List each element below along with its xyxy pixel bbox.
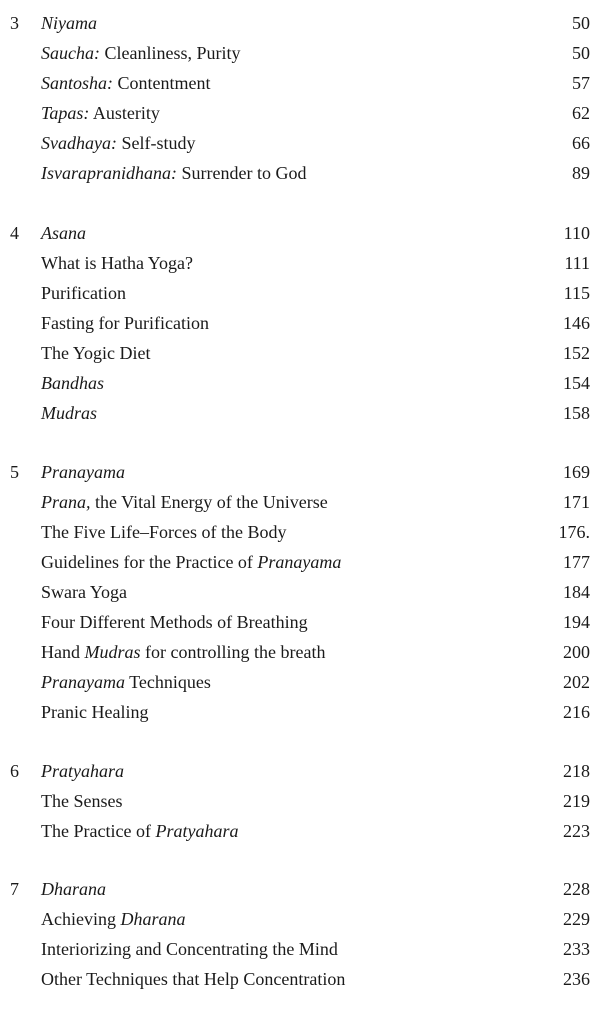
chapter-number: 4 <box>10 223 19 243</box>
toc-entry <box>0 964 600 994</box>
entry-title-text: Cleanliness, Purity <box>99 43 241 63</box>
page-number: 194 <box>563 612 590 632</box>
entry-title: Other Techniques that Help Concentration <box>41 969 346 989</box>
entry-title-italic: Isvarapranidhana: <box>41 163 177 183</box>
entry-title <box>41 487 328 517</box>
entry-title-italic: Pranayama <box>257 552 342 572</box>
page-number: 89 <box>572 163 590 183</box>
toc-entry <box>0 637 600 667</box>
chapter-6 <box>0 756 600 846</box>
entry-title <box>41 637 325 667</box>
entry-title: Swara Yoga <box>41 582 128 602</box>
entry-title: The Yogic Diet <box>41 343 151 363</box>
entry-title-italic: Tapas: <box>41 103 90 123</box>
chapter-title: Asana <box>41 223 86 243</box>
entry-title-text: Surrender to God <box>177 163 307 183</box>
page-number: 184 <box>563 582 590 602</box>
entry-title-text: The Practice of <box>41 821 156 841</box>
entry-title-text: Achieving <box>41 909 121 929</box>
entry-title <box>41 98 160 128</box>
chapter-5 <box>0 457 600 727</box>
toc-entry <box>0 368 600 398</box>
chapter-3 <box>0 8 600 188</box>
chapter-number: 5 <box>10 462 19 482</box>
chapter-heading <box>0 756 600 786</box>
entry-title-italic: Santosha: <box>41 73 113 93</box>
page-number: 171 <box>563 492 590 512</box>
entry-title-text: the Vital Energy of the Universe <box>90 492 328 512</box>
page-number: 115 <box>563 283 590 303</box>
chapter-number: 6 <box>10 761 19 781</box>
entry-title-text-after: for controlling the breath <box>140 642 326 662</box>
toc-entry <box>0 667 600 697</box>
page-number: 218 <box>563 761 590 781</box>
toc-entry <box>0 517 600 547</box>
chapter-title: Pranayama <box>41 462 125 482</box>
entry-title: Pranic Healing <box>41 702 149 722</box>
entry-title-text: Guidelines for the Practice of <box>41 552 258 572</box>
chapter-heading <box>0 8 600 38</box>
page-number: 233 <box>563 939 590 959</box>
page-number: 110 <box>563 223 590 243</box>
toc-entry <box>0 38 600 68</box>
page-number: 154 <box>563 373 590 393</box>
entry-title <box>41 158 306 188</box>
entry-title-italic: Prana, <box>41 492 91 512</box>
page-number: 228 <box>563 879 590 899</box>
entry-title-text: Austerity <box>89 103 160 123</box>
entry-title: The Senses <box>41 791 123 811</box>
toc-entry <box>0 816 600 846</box>
entry-title <box>41 547 341 577</box>
toc-entry <box>0 786 600 816</box>
entry-title-italic: Mudras <box>84 642 141 662</box>
toc-entry <box>0 607 600 637</box>
page-number: 229 <box>563 909 590 929</box>
entry-title: Interiorizing and Concentrating the Mind <box>41 939 338 959</box>
page-number: 62 <box>572 103 590 123</box>
page-number: 200 <box>563 642 590 662</box>
page-number: 152 <box>563 343 590 363</box>
chapter-number: 7 <box>10 879 19 899</box>
page-number: 169 <box>563 462 590 482</box>
toc-entry <box>0 547 600 577</box>
entry-title-italic: Dharana <box>120 909 186 929</box>
page-number: 223 <box>563 821 590 841</box>
entry-title: Four Different Methods of Breathing <box>41 612 308 632</box>
toc-entry <box>0 248 600 278</box>
entry-title: Bandhas <box>41 373 104 393</box>
chapter-title: Niyama <box>41 13 97 33</box>
toc-entry <box>0 158 600 188</box>
toc-entry <box>0 398 600 428</box>
chapter-heading <box>0 457 600 487</box>
toc-entry <box>0 577 600 607</box>
entry-title <box>41 816 238 846</box>
entry-title-italic: Pranayama <box>41 672 125 692</box>
toc-entry <box>0 487 600 517</box>
entry-title <box>41 68 211 98</box>
entry-title-italic: Saucha: <box>41 43 100 63</box>
entry-title <box>41 667 211 697</box>
toc-entry <box>0 697 600 727</box>
entry-title-text: Contentment <box>113 73 211 93</box>
entry-title <box>41 904 186 934</box>
page-number: 57 <box>572 73 590 93</box>
entry-title: Mudras <box>41 403 98 423</box>
chapter-4 <box>0 218 600 428</box>
page-number: 202 <box>563 672 590 692</box>
toc-entry <box>0 934 600 964</box>
chapter-7 <box>0 874 600 994</box>
page-number: 216 <box>563 702 590 722</box>
page-number: 66 <box>572 133 590 153</box>
entry-title: What is Hatha Yoga? <box>41 253 193 273</box>
page-number: 111 <box>564 253 590 273</box>
toc-entry <box>0 68 600 98</box>
entry-title: The Five Life–Forces of the Body <box>41 522 287 542</box>
page-number: 158 <box>563 403 590 423</box>
entry-title-text: Techniques <box>125 672 211 692</box>
entry-title-text: Self-study <box>116 133 196 153</box>
page-number: 219 <box>563 791 590 811</box>
toc-entry <box>0 278 600 308</box>
entry-title: Fasting for Purification <box>41 313 209 333</box>
page-number: 146 <box>563 313 590 333</box>
page-number: 236 <box>563 969 590 989</box>
page-number: 177 <box>563 552 590 572</box>
toc-entry <box>0 308 600 338</box>
entry-title <box>41 128 195 158</box>
toc-entry <box>0 98 600 128</box>
entry-title <box>41 38 240 68</box>
toc-entry <box>0 128 600 158</box>
entry-title: Purification <box>41 283 126 303</box>
entry-title-italic: Pratyahara <box>155 821 239 841</box>
entry-title-text: Hand <box>41 642 85 662</box>
toc-entry <box>0 338 600 368</box>
page-number: 176. <box>558 522 590 542</box>
toc-entry <box>0 904 600 934</box>
chapter-number: 3 <box>10 13 19 33</box>
entry-title-italic: Svadhaya: <box>41 133 117 153</box>
chapter-heading <box>0 874 600 904</box>
chapter-title: Dharana <box>41 879 107 899</box>
chapter-heading <box>0 218 600 248</box>
page-number: 50 <box>572 43 590 63</box>
chapter-title: Pratyahara <box>41 761 124 781</box>
page-number: 50 <box>572 13 590 33</box>
